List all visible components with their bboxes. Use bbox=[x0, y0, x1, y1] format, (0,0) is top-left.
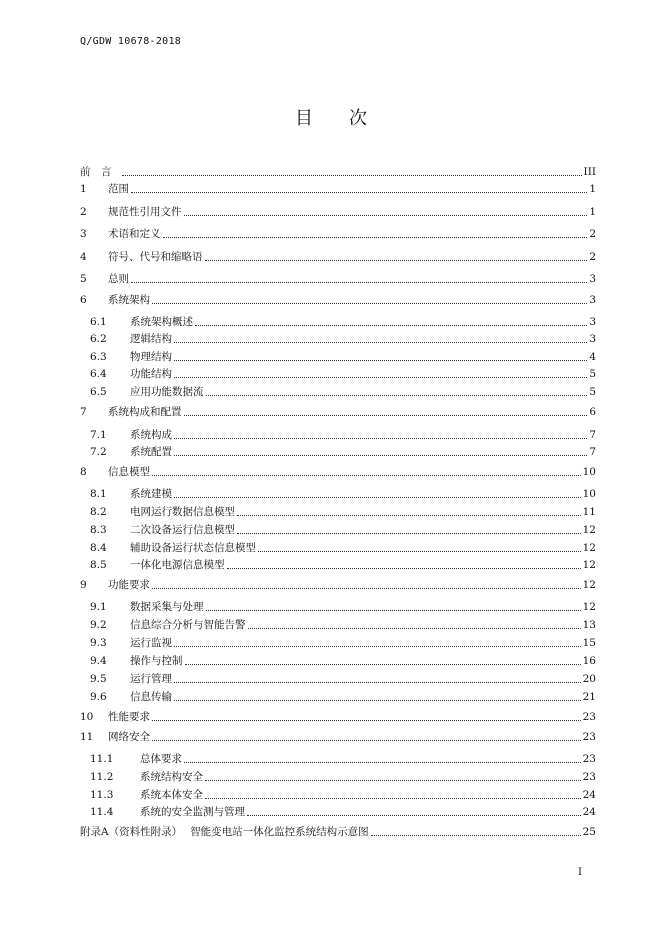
toc-entry-number: 8.2 bbox=[90, 506, 107, 518]
toc-entry-label: 物理结构 bbox=[130, 351, 172, 363]
dot-leader bbox=[237, 533, 581, 534]
toc-entry-page: 16 bbox=[582, 655, 596, 667]
toc-entry[interactable] bbox=[90, 786, 596, 802]
toc-entry-number: 6.2 bbox=[90, 333, 107, 345]
toc-entry-number: 5 bbox=[80, 273, 87, 285]
dot-leader bbox=[185, 664, 581, 665]
toc-entry-label: 二次设备运行信息模型 bbox=[130, 524, 235, 536]
toc-entry-label: 系统结构安全 bbox=[140, 771, 203, 783]
dot-leader bbox=[205, 780, 581, 781]
dot-leader bbox=[152, 740, 581, 741]
dot-leader bbox=[227, 568, 581, 569]
toc-entry-label: 运行管理 bbox=[130, 673, 172, 685]
toc-entry-label: 应用功能数据流 bbox=[130, 386, 204, 398]
dot-leader bbox=[206, 395, 588, 396]
toc-entry-page: III bbox=[583, 166, 596, 178]
toc-entry-number: 9.5 bbox=[90, 673, 107, 685]
toc-entry-page: 6 bbox=[589, 406, 596, 418]
toc-entry-label: 系统建模 bbox=[130, 488, 172, 500]
dot-leader bbox=[195, 325, 587, 326]
toc-entry-label: 规范性引用文件 bbox=[108, 206, 182, 218]
toc-entry-number: 10 bbox=[80, 711, 94, 723]
dot-leader bbox=[184, 415, 588, 416]
toc-entry[interactable] bbox=[80, 728, 596, 744]
toc-entry-label: 一体化电源信息模型 bbox=[130, 559, 225, 571]
toc-entry-number: 2 bbox=[80, 206, 87, 218]
toc-entry[interactable] bbox=[80, 180, 596, 196]
toc-entry-label: 系统构成 bbox=[130, 429, 172, 441]
toc-entry-label: 功能结构 bbox=[130, 368, 172, 380]
toc-entry-number: 8.3 bbox=[90, 524, 107, 536]
toc-entry-label: 逻辑结构 bbox=[130, 333, 172, 345]
toc-entry-page: 15 bbox=[582, 637, 596, 649]
toc-entry-number: 11.1 bbox=[90, 753, 114, 765]
toc-entry-label: 数据采集与处理 bbox=[130, 601, 204, 613]
toc-entry[interactable] bbox=[90, 383, 596, 399]
toc-entry-label: 范围 bbox=[108, 183, 129, 195]
dot-leader bbox=[184, 215, 588, 216]
toc-entry[interactable] bbox=[90, 768, 596, 784]
toc-entry[interactable] bbox=[90, 598, 596, 614]
toc-entry-number: 6.5 bbox=[90, 386, 107, 398]
toc-entry-number: 6.1 bbox=[90, 316, 107, 328]
toc-entry-page: 23 bbox=[582, 711, 596, 723]
dot-leader bbox=[163, 237, 588, 238]
toc-entry-number: 9.3 bbox=[90, 637, 107, 649]
toc-entry-label: 智能变电站一体化监控系统结构示意图 bbox=[190, 826, 369, 838]
toc-entry-label: 信息综合分析与智能告警 bbox=[130, 619, 246, 631]
toc-entry-label: 电网运行数据信息模型 bbox=[130, 506, 235, 518]
toc-entry[interactable] bbox=[80, 463, 596, 479]
dot-leader bbox=[152, 588, 581, 589]
toc-entry[interactable] bbox=[80, 248, 596, 264]
dot-leader bbox=[247, 815, 581, 816]
toc-title-right: 次 bbox=[349, 108, 367, 129]
toc-entry-label: 系统本体安全 bbox=[140, 789, 203, 801]
toc-entry-number: 9.2 bbox=[90, 619, 107, 631]
dot-leader bbox=[205, 798, 581, 799]
toc-entry[interactable] bbox=[90, 652, 596, 668]
toc-entry-number: 3 bbox=[80, 228, 87, 240]
dot-leader bbox=[174, 438, 587, 439]
toc-entry[interactable] bbox=[90, 313, 596, 329]
toc-entry-page: 23 bbox=[582, 771, 596, 783]
toc-entry-page: 3 bbox=[589, 333, 596, 345]
toc-entry-label: 术语和定义 bbox=[108, 228, 161, 240]
toc-entry-label: 辅助设备运行状态信息模型 bbox=[130, 542, 256, 554]
toc-entry-label: 系统架构概述 bbox=[130, 316, 193, 328]
dot-leader bbox=[131, 282, 587, 283]
dot-leader bbox=[174, 377, 587, 378]
toc-entry-page: 12 bbox=[582, 601, 596, 613]
toc-entry-page: 12 bbox=[582, 542, 596, 554]
dot-leader bbox=[174, 700, 581, 701]
toc-entry-number: 附录A（资料性附录） bbox=[80, 826, 183, 838]
toc-entry-number: 9.1 bbox=[90, 601, 107, 613]
toc-entry-page: 12 bbox=[582, 559, 596, 571]
dot-leader bbox=[152, 303, 587, 304]
toc-entry-label: 系统构成和配置 bbox=[108, 406, 182, 418]
toc-entry-label: 性能要求 bbox=[108, 711, 150, 723]
dot-leader bbox=[174, 342, 587, 343]
toc-entry-page: 7 bbox=[589, 446, 596, 458]
toc-entry-number: 7 bbox=[80, 406, 87, 418]
toc-entry[interactable] bbox=[90, 330, 596, 346]
toc-entry-number: 7.2 bbox=[90, 446, 107, 458]
toc-entry-page: 12 bbox=[582, 579, 596, 591]
toc-entry-number: 11 bbox=[80, 731, 94, 743]
toc-entry[interactable] bbox=[90, 521, 596, 537]
toc-entry[interactable] bbox=[90, 348, 596, 364]
toc-entry-number: 前 言 bbox=[80, 166, 112, 178]
toc-entry-page: 5 bbox=[589, 368, 596, 380]
toc-entry-page: 25 bbox=[582, 826, 596, 838]
toc-entry-number: 9 bbox=[80, 579, 87, 591]
toc-title-left: 目 bbox=[295, 108, 313, 129]
toc-entry[interactable] bbox=[90, 688, 596, 704]
toc-entry[interactable] bbox=[90, 485, 596, 501]
toc-entry[interactable] bbox=[90, 503, 596, 519]
toc-entry-page: 23 bbox=[582, 731, 596, 743]
toc-entry[interactable] bbox=[80, 163, 596, 179]
toc-entry[interactable] bbox=[90, 539, 596, 555]
dot-leader bbox=[174, 360, 587, 361]
toc-entry-page: 10 bbox=[582, 488, 596, 500]
toc-entry[interactable] bbox=[90, 750, 596, 766]
toc-entry-page: 1 bbox=[589, 183, 596, 195]
toc-entry[interactable] bbox=[90, 803, 596, 819]
toc-entry-label: 系统配置 bbox=[130, 446, 172, 458]
dot-leader bbox=[205, 260, 588, 261]
toc-entry-page: 4 bbox=[589, 351, 596, 363]
dot-leader bbox=[122, 175, 582, 176]
toc-entry[interactable] bbox=[90, 634, 596, 650]
toc-entry[interactable] bbox=[80, 203, 596, 219]
toc-entry[interactable] bbox=[80, 708, 596, 724]
dot-leader bbox=[152, 475, 581, 476]
dot-leader bbox=[152, 720, 581, 721]
toc-entry-number: 6.4 bbox=[90, 368, 107, 380]
toc-entry[interactable] bbox=[90, 365, 596, 381]
toc-entry-number: 11.4 bbox=[90, 806, 114, 818]
toc-entry-page: 13 bbox=[582, 619, 596, 631]
toc-entry-number: 6 bbox=[80, 294, 87, 306]
toc-entry-page: 3 bbox=[589, 316, 596, 328]
toc-entry-page: 10 bbox=[582, 466, 596, 478]
toc-entry-number: 7.1 bbox=[90, 429, 107, 441]
toc-entry-label: 信息模型 bbox=[108, 466, 150, 478]
toc-entry-label: 网络安全 bbox=[108, 731, 150, 743]
toc-entry[interactable] bbox=[90, 670, 596, 686]
toc-entry-number: 11.3 bbox=[90, 789, 114, 801]
toc-entry-number: 11.2 bbox=[90, 771, 114, 783]
dot-leader bbox=[237, 515, 581, 516]
toc-entry-page: 21 bbox=[582, 691, 596, 703]
toc-entry-page: 20 bbox=[582, 673, 596, 685]
toc-entry[interactable] bbox=[80, 823, 596, 839]
toc-entry-page: 2 bbox=[589, 251, 596, 263]
toc-entry-number: 1 bbox=[80, 183, 87, 195]
toc-entry-number: 6.3 bbox=[90, 351, 107, 363]
dot-leader bbox=[371, 835, 581, 836]
dot-leader bbox=[174, 455, 587, 456]
toc-entry-label: 操作与控制 bbox=[130, 655, 183, 667]
toc-entry-label: 总则 bbox=[108, 273, 129, 285]
toc-entry-page: 5 bbox=[589, 386, 596, 398]
toc-entry-number: 8.1 bbox=[90, 488, 107, 500]
toc-entry-page: 23 bbox=[582, 753, 596, 765]
toc-entry-page: 3 bbox=[589, 294, 596, 306]
dot-leader bbox=[184, 762, 581, 763]
toc-entry-label: 总体要求 bbox=[140, 753, 182, 765]
toc-entry-label: 信息传输 bbox=[130, 691, 172, 703]
toc-entry-page: 11 bbox=[582, 506, 596, 518]
dot-leader bbox=[174, 682, 581, 683]
toc-entry[interactable] bbox=[90, 426, 596, 442]
toc-entry-number: 8 bbox=[80, 466, 87, 478]
toc-entry-page: 24 bbox=[582, 806, 596, 818]
dot-leader bbox=[206, 610, 581, 611]
toc-entry[interactable] bbox=[80, 576, 596, 592]
toc-entry[interactable] bbox=[90, 443, 596, 459]
toc-entry-page: 12 bbox=[582, 524, 596, 536]
toc-entry-number: 9.4 bbox=[90, 655, 107, 667]
toc-entry-label: 系统的安全监测与管理 bbox=[140, 806, 245, 818]
toc-entry-number: 4 bbox=[80, 251, 87, 263]
toc-entry-number: 8.5 bbox=[90, 559, 107, 571]
document-code: Q/GDW 10678-2018 bbox=[80, 36, 182, 47]
toc-entry-page: 7 bbox=[589, 429, 596, 441]
toc-entry-label: 符号、代号和缩略语 bbox=[108, 251, 203, 263]
dot-leader bbox=[258, 551, 581, 552]
toc-entry[interactable] bbox=[90, 556, 596, 572]
toc-entry[interactable] bbox=[80, 270, 596, 286]
toc-title bbox=[0, 104, 662, 130]
toc-entry-page: 24 bbox=[582, 789, 596, 801]
toc-entry-number: 8.4 bbox=[90, 542, 107, 554]
toc-entry[interactable] bbox=[80, 291, 596, 307]
toc-entry[interactable] bbox=[90, 616, 596, 632]
dot-leader bbox=[174, 497, 581, 498]
dot-leader bbox=[131, 192, 587, 193]
toc-entry-number: 9.6 bbox=[90, 691, 107, 703]
toc-entry[interactable] bbox=[80, 403, 596, 419]
toc-entry[interactable] bbox=[80, 225, 596, 241]
page-number: I bbox=[578, 867, 582, 878]
toc-entry-page: 3 bbox=[589, 273, 596, 285]
dot-leader bbox=[248, 628, 581, 629]
toc-entry-label: 系统架构 bbox=[108, 294, 150, 306]
toc-entry-label: 运行监视 bbox=[130, 637, 172, 649]
toc-entry-label: 功能要求 bbox=[108, 579, 150, 591]
toc-entry-page: 2 bbox=[589, 228, 596, 240]
dot-leader bbox=[174, 646, 581, 647]
toc-entry-page: 1 bbox=[589, 206, 596, 218]
